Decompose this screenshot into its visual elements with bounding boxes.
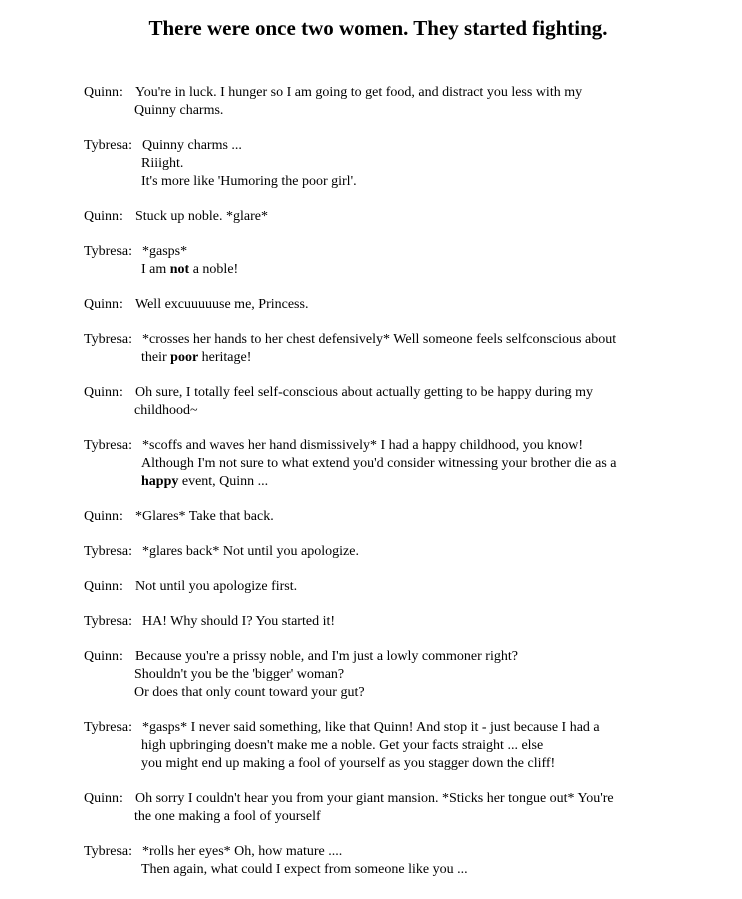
dialogue-line (84, 808, 684, 826)
dialogue-entry (84, 331, 684, 367)
emphasis-text: not (169, 262, 190, 277)
dialogue-line (84, 755, 684, 773)
line-text: *Glares* Take that back. (135, 509, 274, 524)
dialogue-line (84, 578, 684, 596)
dialogue-entry (84, 437, 684, 491)
dialogue-line (84, 402, 684, 420)
dialogue-line (84, 384, 684, 402)
dialogue-line (84, 684, 684, 702)
speaker-name: Quinn: (84, 509, 123, 524)
dialogue-line (84, 666, 684, 684)
dialogue-transcript (84, 84, 684, 896)
line-text: you might end up making a fool of yourself as you stagger down the cliff! (141, 756, 556, 771)
line-text: HA! Why should I? You started it! (142, 614, 336, 629)
line-text: Oh sure, I totally feel self-conscious about actually getting to be happy during my (135, 385, 593, 400)
dialogue-line (84, 437, 684, 455)
page-title: There were once two women. They started fighting. (148, 16, 608, 40)
dialogue-line (84, 155, 684, 173)
dialogue-entry (84, 208, 684, 226)
line-text: *gasps* I never said something, like that Quinn! And stop it - just because I had a (142, 720, 600, 735)
dialogue-entry (84, 613, 684, 631)
dialogue-line (84, 737, 684, 755)
dialogue-line (84, 243, 684, 261)
dialogue-entry (84, 843, 684, 879)
emphasis-text: happy (141, 474, 179, 489)
speaker-name: Tybresa: (84, 244, 133, 259)
line-text: Or does that only count toward your gut? (134, 685, 365, 700)
line-text: the one making a fool of yourself (134, 809, 321, 824)
line-text: their (141, 350, 171, 365)
line-text: *crosses her hands to her chest defensively* Well someone feels selfconscious about (142, 332, 617, 347)
line-text: heritage! (198, 350, 252, 365)
dialogue-entry (84, 137, 684, 191)
speaker-name: Tybresa: (84, 544, 133, 559)
dialogue-entry (84, 648, 684, 702)
line-text: Quinny charms. (134, 103, 224, 118)
dialogue-line (84, 173, 684, 191)
dialogue-entry (84, 719, 684, 773)
line-text: You're in luck. I hunger so I am going to get food, and distract you less with my (135, 85, 583, 100)
line-text: Stuck up noble. *glare* (135, 209, 268, 224)
line-text: Well excuuuuuse me, Princess. (135, 297, 309, 312)
line-text: It's more like 'Humoring the poor girl'. (141, 174, 357, 189)
line-text: a noble! (189, 262, 239, 277)
line-text: Oh sorry I couldn't hear you from your giant mansion. *Sticks her tongue out* You're (135, 791, 614, 806)
dialogue-line (84, 861, 684, 879)
dialogue-line (84, 296, 684, 314)
dialogue-entry (84, 243, 684, 279)
emphasis-text: poor (170, 350, 199, 365)
line-text: Shouldn't you be the 'bigger' woman? (134, 667, 345, 682)
dialogue-line (84, 473, 684, 491)
dialogue-line (84, 843, 684, 861)
dialogue-line (84, 790, 684, 808)
speaker-name: Quinn: (84, 579, 123, 594)
dialogue-line (84, 84, 684, 102)
dialogue-line (84, 137, 684, 155)
dialogue-line (84, 508, 684, 526)
dialogue-entry (84, 508, 684, 526)
dialogue-entry (84, 84, 684, 120)
line-text: Not until you apologize first. (135, 579, 298, 594)
speaker-name: Tybresa: (84, 844, 133, 859)
speaker-name: Tybresa: (84, 332, 133, 347)
line-text: Because you're a prissy noble, and I'm just a lowly commoner right? (135, 649, 518, 664)
speaker-name: Tybresa: (84, 438, 133, 453)
line-text: I am (141, 262, 170, 277)
dialogue-entry (84, 790, 684, 826)
dialogue-line (84, 455, 684, 473)
dialogue-line (84, 613, 684, 631)
dialogue-entry (84, 543, 684, 561)
dialogue-line (84, 349, 684, 367)
dialogue-entry (84, 578, 684, 596)
speaker-name: Tybresa: (84, 614, 133, 629)
speaker-name: Quinn: (84, 85, 123, 100)
dialogue-line (84, 102, 684, 120)
line-text: event, Quinn ... (178, 474, 269, 489)
dialogue-line (84, 719, 684, 737)
line-text: *gasps* (142, 244, 188, 259)
line-text: childhood~ (134, 403, 198, 418)
dialogue-entry (84, 384, 684, 420)
dialogue-line (84, 261, 684, 279)
line-text: Riiight. (141, 156, 184, 171)
dialogue-line (84, 543, 684, 561)
speaker-name: Quinn: (84, 209, 123, 224)
speaker-name: Quinn: (84, 297, 123, 312)
line-text: *rolls her eyes* Oh, how mature .... (142, 844, 343, 859)
speaker-name: Quinn: (84, 385, 123, 400)
line-text: *glares back* Not until you apologize. (142, 544, 359, 559)
line-text: Although I'm not sure to what extend you'd consider witnessing your brother die as a (141, 456, 617, 471)
speaker-name: Tybresa: (84, 138, 133, 153)
speaker-name: Quinn: (84, 649, 123, 664)
line-text: Quinny charms ... (142, 138, 242, 153)
dialogue-line (84, 648, 684, 666)
line-text: Then again, what could I expect from someone like you ... (141, 862, 468, 877)
line-text: high upbringing doesn't make me a noble. Get your facts straight ... else (141, 738, 544, 753)
speaker-name: Tybresa: (84, 720, 133, 735)
dialogue-entry (84, 296, 684, 314)
speaker-name: Quinn: (84, 791, 123, 806)
dialogue-line (84, 208, 684, 226)
dialogue-line (84, 331, 684, 349)
line-text: *scoffs and waves her hand dismissively* I had a happy childhood, you know! (142, 438, 584, 453)
